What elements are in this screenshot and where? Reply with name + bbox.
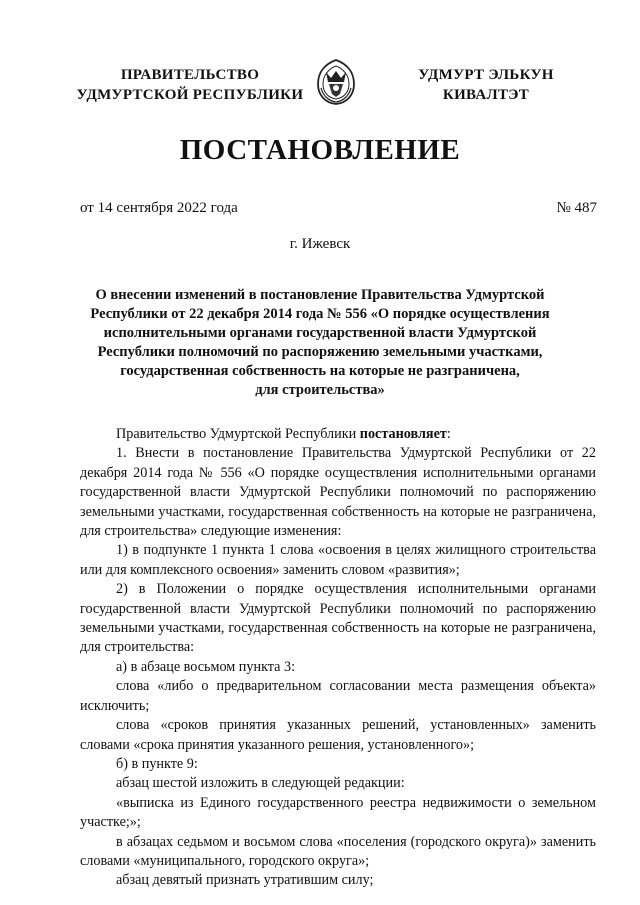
coat-of-arms-icon — [315, 58, 357, 106]
resolution-intro — [80, 425, 596, 444]
intro-colon: : — [446, 426, 451, 442]
issuer-name-udmurt — [396, 65, 576, 105]
body-paragraph: «выписка из Единого государственного реестра недвижимости о земельном участке;»; — [80, 794, 596, 831]
body-paragraph: а) в абзаце восьмом пункта 3: — [116, 658, 296, 675]
subject-line: Республики от 22 декабря 2014 года № 556 «О порядке осуществления — [90, 306, 550, 322]
subject-line: О внесении изменений в постановление Правительства Удмуртской — [95, 287, 545, 303]
document-date: от 14 сентября 2022 года — [80, 200, 238, 216]
body-paragraph: 1. Внести в постановление Правительства Удмуртской Республики от 22 декабря 2014 года № 556 «О порядке осуществления исполнительными органами государственной власти Удмуртской Республики полномочий по распоряжению земельными участками, государственная собственность на которые не разграничена, для строительства» следующие изменения: — [80, 445, 596, 540]
intro-keyword: постановляет — [359, 426, 447, 442]
document-body — [80, 425, 596, 891]
issuer-udmurt-line-2: КИВАЛТЭТ — [442, 87, 530, 103]
document-title: ПОСТАНОВЛЕНИЕ — [179, 134, 461, 166]
document-subject — [70, 286, 570, 400]
body-paragraph: 1) в подпункте 1 пункта 1 слова «освоения в целях жилищного строительства или для комплексного освоения» заменить словом «развития»; — [80, 542, 596, 578]
subject-line: для строительства» — [255, 382, 385, 398]
issuer-udmurt-line-1: УДМУРТ ЭЛЬКУН — [418, 67, 554, 83]
body-paragraph: слова «либо о предварительном согласовании места размещения объекта» исключить; — [80, 678, 596, 714]
body-paragraph: 2) в Положении о порядке осуществления исполнительными органами государственной власти Удмуртской Республики полномочий по распоряжению земельными участками, государственная собственность на которые не разграничена, для строительства: — [80, 581, 596, 656]
body-paragraph: абзац шестой изложить в следующей редакции: — [116, 775, 405, 792]
body-paragraph: абзац девятый признать утратившим силу; — [116, 872, 374, 889]
document-city: г. Ижевск — [289, 236, 351, 252]
issuer-line-2: УДМУРТСКОЙ РЕСПУБЛИКИ — [76, 87, 304, 103]
issuer-line-1: ПРАВИТЕЛЬСТВО — [120, 67, 260, 83]
subject-line: Республики полномочий по распоряжению земельными участками, — [97, 344, 543, 360]
subject-line: исполнительными органами государственной власти Удмуртской — [103, 325, 537, 341]
subject-line: государственная собственность на которые не разграничена, — [120, 363, 520, 379]
body-paragraph: в абзацах седьмом и восьмом слова «поселения (городского округа)» заменить словами «муниципального, городского округа»; — [80, 833, 596, 869]
body-paragraph: слова «сроков принятия указанных решений, установленных» заменить словами «срока принятия указанного решения, установленного»; — [80, 717, 596, 753]
intro-text: Правительство Удмуртской Республики — [116, 426, 360, 442]
body-paragraph: б) в пункте 9: — [116, 755, 198, 772]
document-number: № 487 — [556, 200, 597, 216]
issuer-name-russian — [70, 65, 310, 105]
